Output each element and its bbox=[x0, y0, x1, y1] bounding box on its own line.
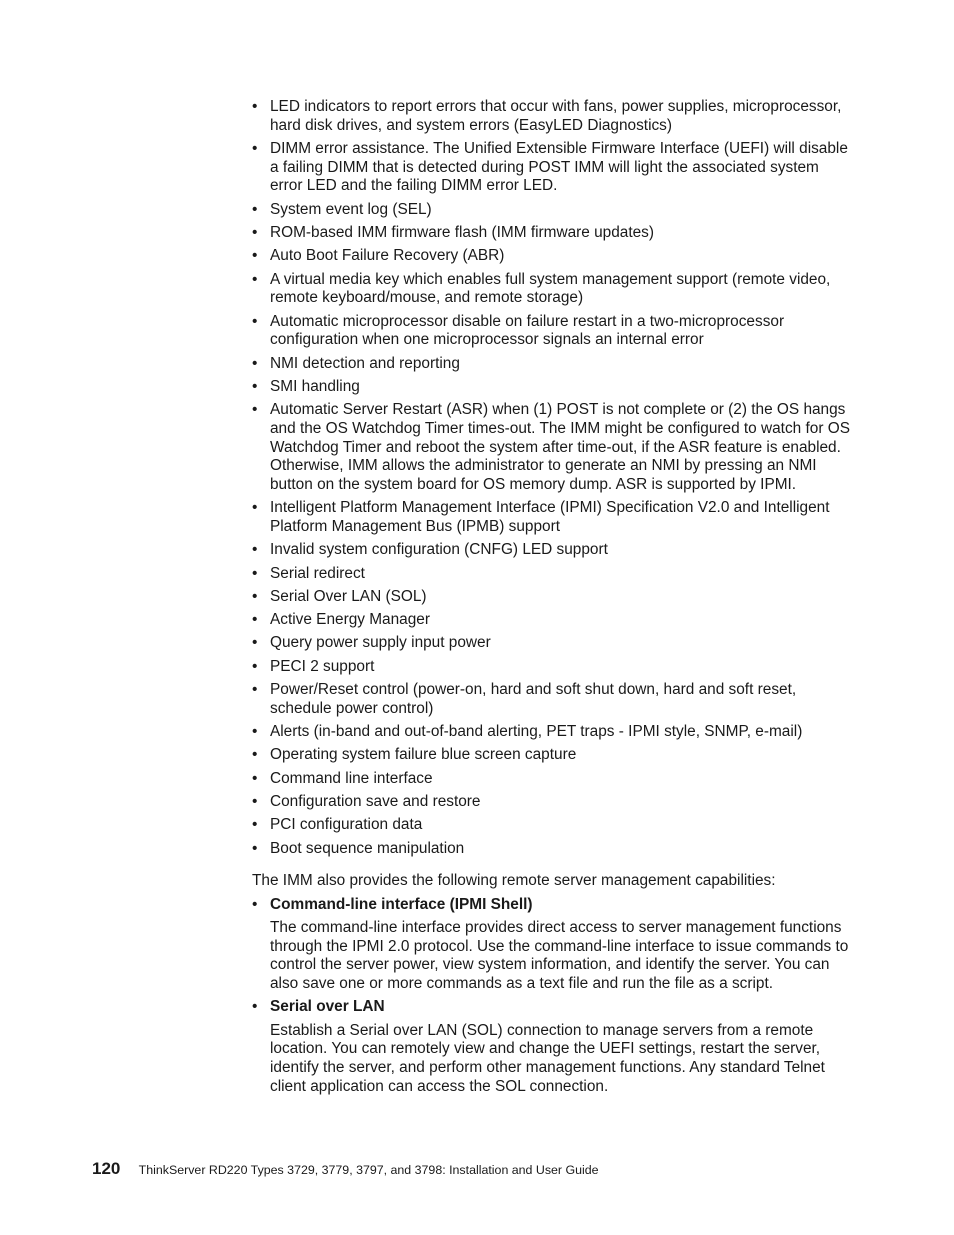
bullet-icon: • bbox=[252, 839, 258, 857]
bullet-icon: • bbox=[252, 792, 258, 810]
intro-paragraph: The IMM also provides the following remote server management capabilities: bbox=[252, 872, 776, 890]
bullet-icon: • bbox=[252, 564, 258, 582]
list-item bbox=[252, 770, 852, 789]
bullet-icon: • bbox=[252, 200, 258, 218]
list-item bbox=[252, 355, 852, 374]
list-item bbox=[252, 224, 852, 243]
list-item-text: Alerts (in-band and out-of-band alerting, PET traps - IPMI style, SNMP, e-mail) bbox=[270, 723, 803, 741]
bullet-icon: • bbox=[252, 746, 258, 764]
bullet-icon: • bbox=[252, 998, 258, 1016]
capability-title: Command-line interface (IPMI Shell) bbox=[270, 895, 533, 913]
list-item-text: PECI 2 support bbox=[270, 657, 375, 675]
list-item-text: Command line interface bbox=[270, 769, 433, 787]
bullet-icon: • bbox=[252, 499, 258, 517]
list-item-text: Configuration save and restore bbox=[270, 792, 481, 810]
footer-title: ThinkServer RD220 Types 3729, 3779, 3797, and 3798: Installation and User Guide bbox=[138, 1163, 599, 1177]
bullet-icon: • bbox=[252, 611, 258, 629]
bullet-icon: • bbox=[252, 634, 258, 652]
capability-description: The command-line interface provides direct access to server management functions through the IPMI 2.0 protocol. Use the command-line interface to issue commands to control the server power, view system information, and identify the server. You can also save one or more commands as a text file and run the file as a script. bbox=[270, 918, 849, 992]
page-content bbox=[252, 98, 852, 1101]
bullet-icon: • bbox=[252, 723, 258, 741]
bullet-icon: • bbox=[252, 401, 258, 419]
list-item bbox=[252, 201, 852, 220]
bullet-icon: • bbox=[252, 98, 258, 115]
list-item-text: Intelligent Platform Management Interface (IPMI) Specification V2.0 and Intelligent Platform Management Bus (IPMB) support bbox=[270, 499, 830, 535]
list-item bbox=[252, 723, 852, 742]
list-item-text: Auto Boot Failure Recovery (ABR) bbox=[270, 247, 505, 265]
list-item bbox=[252, 793, 852, 812]
list-item-text: A virtual media key which enables full system management support (remote video, remote keyboard/mouse, and remote storage) bbox=[270, 270, 831, 307]
bullet-icon: • bbox=[252, 657, 258, 675]
list-item-text: Active Energy Manager bbox=[270, 611, 430, 629]
list-item bbox=[252, 271, 852, 308]
bullet-icon: • bbox=[252, 270, 258, 288]
list-item bbox=[252, 541, 852, 560]
feature-list bbox=[252, 98, 852, 858]
list-item bbox=[252, 378, 852, 397]
bullet-icon: • bbox=[252, 587, 258, 605]
list-item-text: NMI detection and reporting bbox=[270, 354, 460, 372]
bullet-icon: • bbox=[252, 681, 258, 699]
bullet-icon: • bbox=[252, 224, 258, 241]
list-item bbox=[252, 658, 852, 677]
bullet-icon: • bbox=[252, 247, 258, 265]
list-item-text: Power/Reset control (power-on, hard and soft shut down, hard and soft reset, schedule power control) bbox=[270, 681, 797, 717]
list-item bbox=[252, 840, 852, 859]
list-item bbox=[252, 588, 852, 607]
page-footer bbox=[92, 1160, 599, 1180]
list-item-text: DIMM error assistance. The Unified Extensible Firmware Interface (UEFI) will disable a failing DIMM that is detected during POST IMM will light the associated system error LED and the failing DIMM error LED. bbox=[270, 140, 848, 195]
list-item-text: ROM-based IMM firmware flash (IMM firmware updates) bbox=[270, 224, 654, 241]
bullet-icon: • bbox=[252, 140, 258, 157]
bullet-icon: • bbox=[252, 816, 258, 834]
list-item bbox=[252, 313, 852, 350]
bullet-icon: • bbox=[252, 354, 258, 372]
list-item bbox=[252, 565, 852, 584]
list-item-text: SMI handling bbox=[270, 377, 360, 395]
page-number: 120 bbox=[92, 1159, 121, 1178]
capability-item bbox=[252, 998, 852, 1096]
capability-item bbox=[252, 896, 852, 994]
bullet-icon: • bbox=[252, 312, 258, 330]
bullet-icon: • bbox=[252, 769, 258, 787]
list-item bbox=[252, 247, 852, 266]
list-item-text: Operating system failure blue screen capture bbox=[270, 746, 577, 764]
capability-description: Establish a Serial over LAN (SOL) connection to manage servers from a remote location. You can remotely view and change the UEFI settings, restart the server, identify the server, and perform other management functions. Any standard Telnet client application can access the SOL connection. bbox=[270, 1021, 825, 1095]
bullet-icon: • bbox=[252, 895, 258, 913]
list-item bbox=[252, 746, 852, 765]
list-item-text: Automatic Server Restart (ASR) when (1) POST is not complete or (2) the OS hangs and the OS Watchdog Timer times-out. The IMM might be configured to watch for OS Watchdog Timer and reboot the system after time-out, if the ASR feature is enabled. Otherwise, IMM allows the administrator to generate an NMI by pressing an NMI button on the system board for OS memory dump. ASR is supported by IPMI. bbox=[270, 401, 850, 493]
list-item-text: Serial redirect bbox=[270, 564, 365, 582]
list-item-text: Automatic microprocessor disable on failure restart in a two-microprocessor configuration when one microprocessor signals an internal error bbox=[270, 312, 785, 349]
list-item-text: System event log (SEL) bbox=[270, 200, 432, 218]
list-item bbox=[252, 681, 852, 718]
bullet-icon: • bbox=[252, 541, 258, 559]
list-item-text: LED indicators to report errors that occur with fans, power supplies, microprocessor, hard disk drives, and system errors (EasyLED Diagnostics) bbox=[270, 98, 842, 134]
bullet-icon: • bbox=[252, 377, 258, 395]
list-item bbox=[252, 98, 852, 135]
list-item bbox=[252, 816, 852, 835]
list-item bbox=[252, 140, 852, 196]
list-item bbox=[252, 611, 852, 630]
list-item-text: Serial Over LAN (SOL) bbox=[270, 587, 427, 605]
list-item bbox=[252, 401, 852, 495]
list-item-text: Query power supply input power bbox=[270, 634, 491, 652]
list-item-text: Invalid system configuration (CNFG) LED support bbox=[270, 541, 608, 559]
list-item-text: Boot sequence manipulation bbox=[270, 839, 465, 857]
list-item-text: PCI configuration data bbox=[270, 816, 423, 834]
capability-title: Serial over LAN bbox=[270, 998, 385, 1016]
list-item bbox=[252, 634, 852, 653]
list-item bbox=[252, 499, 852, 536]
